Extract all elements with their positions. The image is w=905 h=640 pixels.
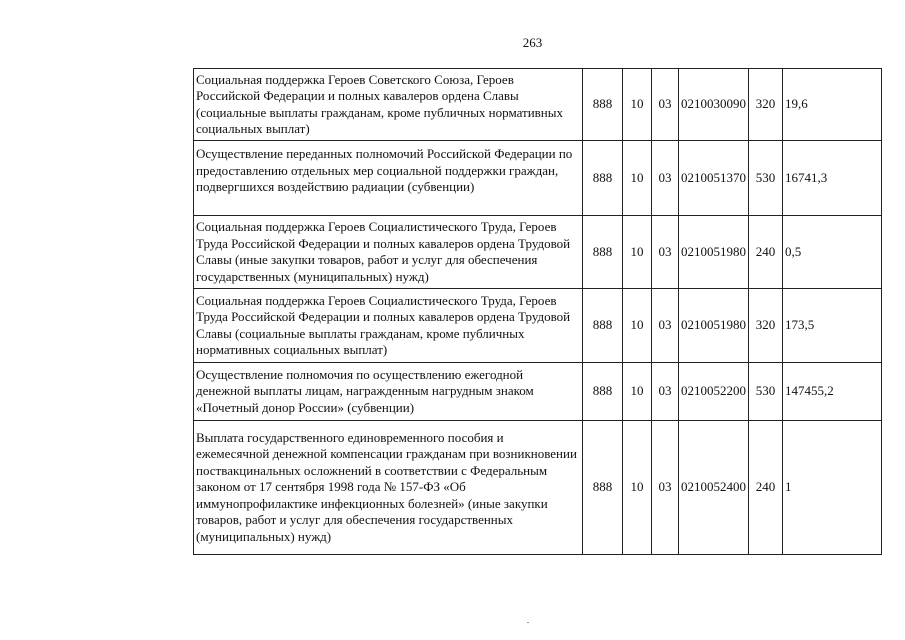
row-description: Осуществление полномочия по осуществлению ежегодной денежной выплаты лицам, награжденным нагрудным знаком «Почетный донор России» (субвенции) [194, 363, 583, 421]
row-description: Социальная поддержка Героев Социалистического Труда, Героев Труда Российской Федерации и полных кавалеров ордена Трудовой Славы (социальные выплаты гражданам, кроме публичных нормативных социальных выплат) [194, 289, 583, 363]
target-article-code: 0210051370 [679, 141, 749, 216]
section-code: 10 [623, 141, 652, 216]
target-article-code: 0210052400 [679, 421, 749, 555]
amount: 16741,3 [783, 141, 882, 216]
row-description: Выплата государственного единовременного пособия и ежемесячной денежной компенсации гражданам при возникновении поствакцинальных осложнений в соответствии с Федеральным законом от 17 сентября 1998 года № 157-ФЗ «Об иммунопрофилактике инфекционных болезней» (иные закупки товаров, работ и услуг для обеспечения государственных (муниципальных) нужд) [194, 421, 583, 555]
expense-type-code: 530 [749, 363, 783, 421]
grbs-code: 888 [583, 421, 623, 555]
amount: 147455,2 [783, 363, 882, 421]
expense-type-code: 240 [749, 216, 783, 289]
amount: 19,6 [783, 69, 882, 141]
subsection-code: 03 [652, 363, 679, 421]
amount: 173,5 [783, 289, 882, 363]
subsection-code: 03 [652, 289, 679, 363]
subsection-code: 03 [652, 141, 679, 216]
amount: 0,5 [783, 216, 882, 289]
target-article-code: 0210051980 [679, 289, 749, 363]
subsection-code: 03 [652, 216, 679, 289]
table-row [194, 363, 882, 421]
expense-type-code: 530 [749, 141, 783, 216]
section-code: 10 [623, 363, 652, 421]
section-code: 10 [623, 69, 652, 141]
section-code: 10 [623, 216, 652, 289]
budget-table [193, 68, 882, 555]
target-article-code: 0210030090 [679, 69, 749, 141]
subsection-code: 03 [652, 421, 679, 555]
row-description: Осуществление переданных полномочий Российской Федерации по предоставлению отдельных мер социальной поддержки граждан, подвергшихся воздействию радиации (субвенции) [194, 141, 583, 216]
expense-type-code: 240 [749, 421, 783, 555]
grbs-code: 888 [583, 216, 623, 289]
section-code: 10 [623, 289, 652, 363]
table-row [194, 141, 882, 216]
expense-type-code: 320 [749, 69, 783, 141]
grbs-code: 888 [583, 141, 623, 216]
target-article-code: 0210052200 [679, 363, 749, 421]
grbs-code: 888 [583, 69, 623, 141]
table-row [194, 216, 882, 289]
expense-type-code: 320 [749, 289, 783, 363]
section-code: 10 [623, 421, 652, 555]
page-number: 263 [522, 35, 543, 50]
scan-speck [527, 622, 529, 623]
row-description: Социальная поддержка Героев Советского Союза, Героев Российской Федерации и полных кавалеров ордена Славы (социальные выплаты гражданам, кроме публичных нормативных социальных выплат) [194, 69, 583, 141]
target-article-code: 0210051980 [679, 216, 749, 289]
grbs-code: 888 [583, 363, 623, 421]
amount: 1 [783, 421, 882, 555]
table-row [194, 421, 882, 555]
table-row [194, 69, 882, 141]
grbs-code: 888 [583, 289, 623, 363]
table-row [194, 289, 882, 363]
subsection-code: 03 [652, 69, 679, 141]
row-description: Социальная поддержка Героев Социалистического Труда, Героев Труда Российской Федерации и полных кавалеров ордена Трудовой Славы (иные закупки товаров, работ и услуг для обеспечения государственных (муниципальных) нужд) [194, 216, 583, 289]
